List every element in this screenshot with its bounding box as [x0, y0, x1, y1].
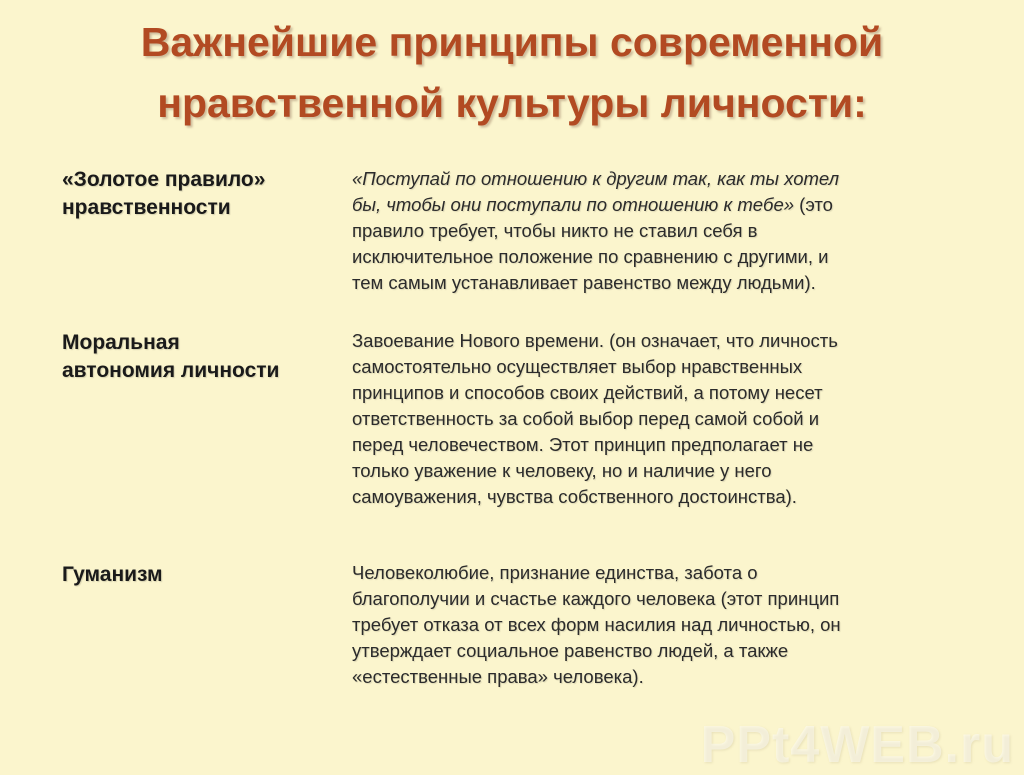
principle-term-moral-autonomy — [62, 329, 342, 385]
principle-term-line: Гуманизм — [62, 563, 163, 586]
description-text: тем самым устанавливает равенство между людьми). — [352, 272, 816, 293]
principle-term-humanism — [62, 561, 342, 589]
description-quote: бы, чтобы они поступали по отношению к тебе» — [352, 194, 795, 215]
description-line: самостоятельно осуществляет выбор нравственных — [352, 356, 803, 377]
description-line — [352, 192, 968, 218]
description-line: требует отказа от всех форм насилия над личностью, он — [352, 614, 841, 635]
principle-term-line: автономия личности — [62, 359, 280, 382]
description-line: перед человечеством. Этот принцип предполагает не — [352, 434, 814, 455]
principle-term-golden-rule — [62, 166, 342, 222]
description-line — [352, 166, 968, 192]
slide-title-line: нравственной культуры личности: — [157, 80, 867, 126]
description-line: ответственность за собой выбор перед самой собой и — [352, 408, 820, 429]
description-line: самоуважения, чувства собственного достоинства). — [352, 486, 797, 507]
description-line — [352, 244, 968, 270]
description-line: принципов и способов своих действий, а потому несет — [352, 382, 823, 403]
principle-term-line: нравственности — [62, 196, 231, 219]
principle-term-line: «Золотое правило» — [62, 168, 266, 191]
principle-description-moral-autonomy — [352, 328, 968, 510]
description-line — [352, 218, 968, 244]
description-line: Завоевание Нового времени. (он означает, что личность — [352, 330, 838, 351]
description-line: только уважение к человеку, но и наличие у него — [352, 460, 772, 481]
description-line — [352, 270, 968, 296]
principle-description-humanism — [352, 560, 968, 690]
description-text: исключительное положение по сравнению с другими, и — [352, 246, 829, 267]
principle-description-golden-rule — [352, 166, 968, 296]
description-text: правило требует, чтобы никто не ставил себя в — [352, 220, 758, 241]
description-line: благополучии и счастье каждого человека (этот принцип — [352, 588, 840, 609]
principle-term-line: Моральная — [62, 331, 180, 354]
description-line: Человеколюбие, признание единства, забота о — [352, 562, 758, 583]
description-text: (это — [794, 194, 833, 215]
description-quote: «Поступай по отношению к другим так, как ты хотел — [352, 168, 840, 189]
slide-title-line: Важнейшие принципы современной — [140, 19, 884, 65]
description-line: утверждает социальное равенство людей, а также — [352, 640, 789, 661]
watermark: PPt4WEB.ru — [700, 716, 1014, 774]
description-line: «естественные права» человека). — [352, 666, 644, 687]
